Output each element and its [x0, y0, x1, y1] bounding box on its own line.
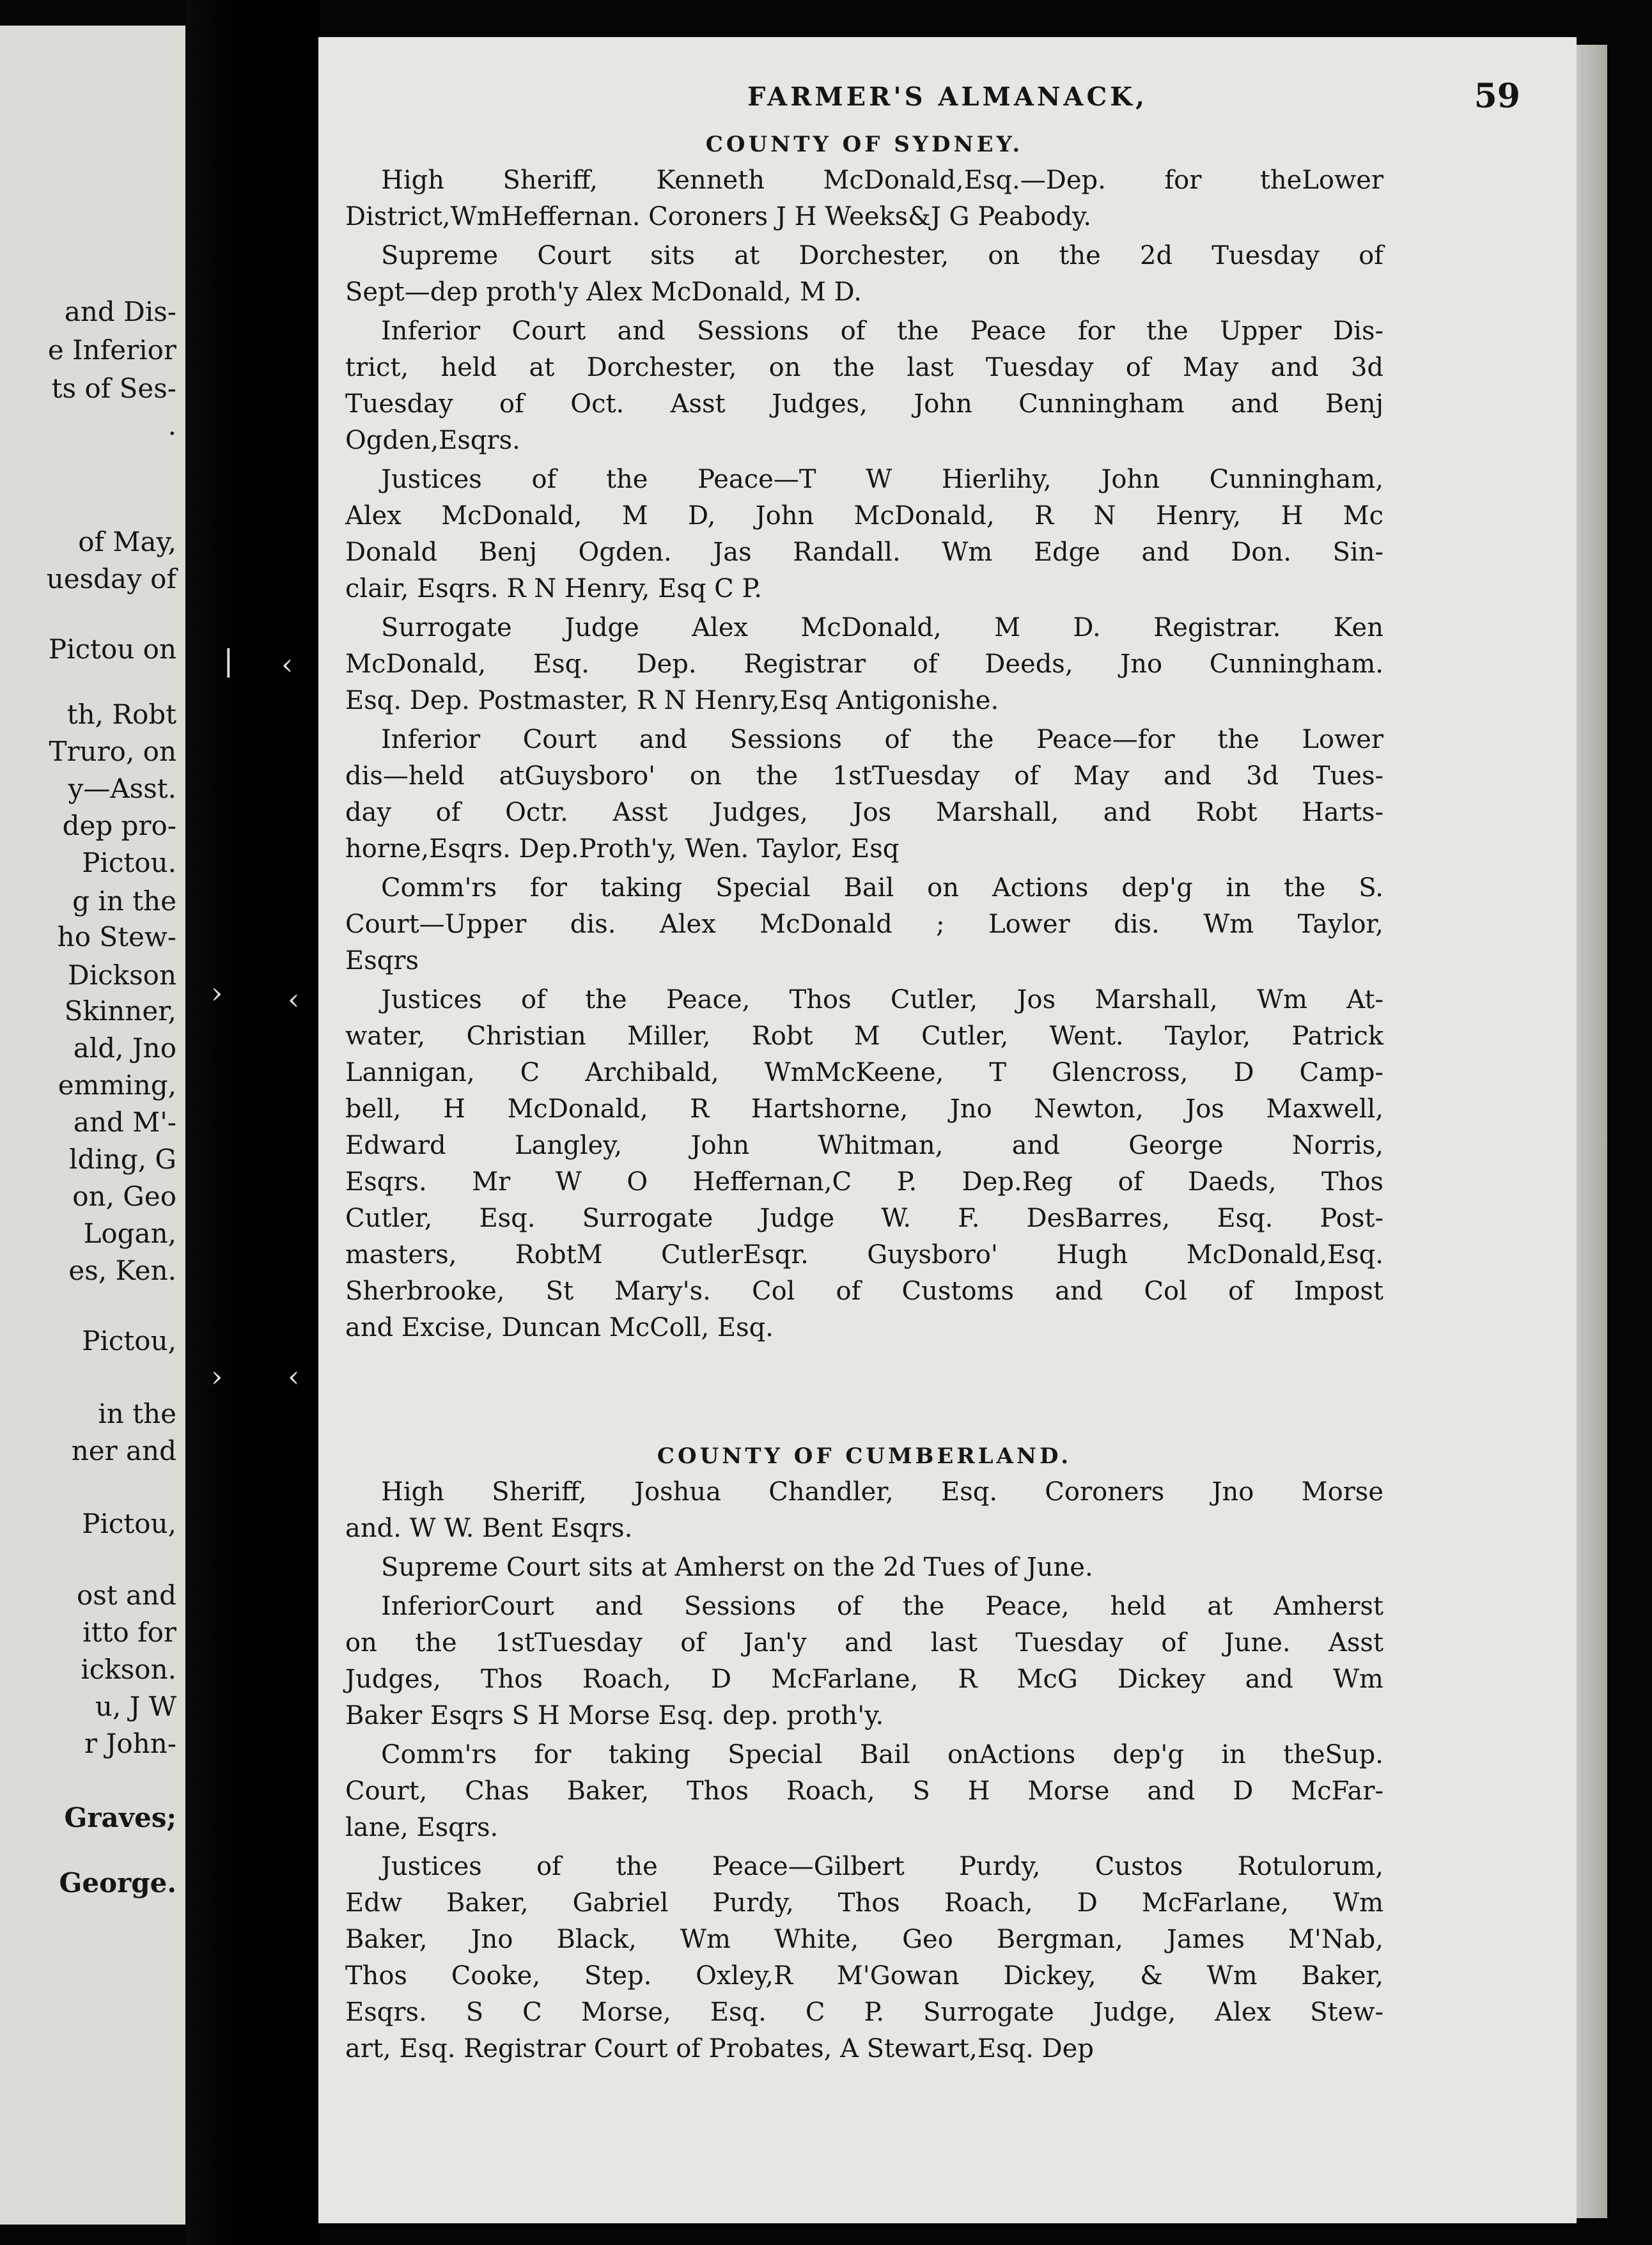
paragraph-line: McDonald, Esq. Dep. Registrar of Deeds, Jno Cunningham. — [345, 649, 1383, 679]
page-number: 59 — [1474, 77, 1520, 116]
left-page-line: dep pro- — [62, 810, 176, 841]
section-paragraph — [345, 162, 1383, 235]
left-page-line: Pictou, — [82, 1508, 176, 1539]
gutter-mark: ‹ — [281, 647, 293, 681]
section-paragraph — [345, 238, 1383, 311]
paragraph-line: Inferior Court and Sessions of the Peace—for the Lower — [381, 725, 1383, 754]
left-page-line: g in the — [72, 885, 176, 917]
paragraph-line: High Sheriff, Kenneth McDonald,Esq.—Dep. for theLower — [381, 166, 1383, 195]
left-page-line: of May, — [78, 526, 176, 557]
left-page-line: Truro, on — [49, 736, 176, 767]
left-page-line: in the — [98, 1398, 176, 1429]
paragraph-line: Baker Esqrs S H Morse Esq. dep. proth'y. — [345, 1701, 884, 1730]
left-page-line: e Inferior — [47, 334, 176, 366]
paragraph-line: art, Esq. Registrar Court of Probates, A Stewart,Esq. Dep — [345, 2034, 1094, 2063]
paragraph-line: Supreme Court sits at Dorchester, on the 2d Tuesday of — [381, 241, 1383, 270]
paragraph-line: Lannigan, C Archibald, WmMcKeene, T Glencross, D Camp- — [345, 1058, 1383, 1087]
paragraph-line: Cutler, Esq. Surrogate Judge W. F. DesBarres, Esq. Post- — [345, 1204, 1383, 1233]
gutter-mark: ‹ — [288, 1359, 300, 1394]
section-paragraph — [345, 1589, 1383, 1734]
left-page-line: ner and — [71, 1435, 176, 1466]
paragraph-line: Justices of the Peace—T W Hierlihy, John Cunningham, — [381, 465, 1383, 494]
section-paragraph — [345, 870, 1383, 979]
paragraph-line: trict, held at Dorchester, on the last Tuesday of May and 3d — [345, 353, 1383, 382]
left-page-line: th, Robt — [66, 699, 176, 730]
section-paragraph — [345, 1474, 1383, 1547]
left-page-line: lding, G — [69, 1144, 176, 1175]
paragraph-line: InferiorCourt and Sessions of the Peace, held at Amherst — [381, 1592, 1383, 1621]
left-page-line: Pictou, — [82, 1325, 176, 1356]
paragraph-line: Judges, Thos Roach, D McFarlane, R McG Dickey and Wm — [345, 1665, 1383, 1694]
paragraph-line: Court, Chas Baker, Thos Roach, S H Morse and D McFar- — [345, 1776, 1383, 1806]
paragraph-line: horne,Esqrs. Dep.Proth'y, Wen. Taylor, Esq — [345, 834, 900, 864]
section-paragraph — [345, 313, 1383, 459]
paragraph-line: Sherbrooke, St Mary's. Col of Customs and Col of Impost — [345, 1277, 1383, 1306]
section-heading: COUNTY OF CUMBERLAND. — [657, 1443, 1072, 1469]
gutter-mark: › — [211, 975, 223, 1010]
running-head: FARMER'S ALMANACK, — [747, 82, 1148, 112]
paragraph-line: Ogden,Esqrs. — [345, 426, 520, 455]
paragraph-line: Esqrs — [345, 946, 419, 975]
paragraph-line: Justices of the Peace, Thos Cutler, Jos Marshall, Wm At- — [381, 985, 1383, 1014]
left-page-line: r John- — [84, 1728, 176, 1759]
paragraph-line: Inferior Court and Sessions of the Peace for the Upper Dis- — [381, 316, 1383, 346]
paragraph-line: on the 1stTuesday of Jan'y and last Tuesday of June. Asst — [345, 1628, 1383, 1658]
paragraph-line: Tuesday of Oct. Asst Judges, John Cunningham and Benj — [345, 389, 1383, 419]
paragraph-line: High Sheriff, Joshua Chandler, Esq. Coroners Jno Morse — [381, 1477, 1383, 1507]
section-paragraph — [345, 722, 1383, 867]
left-page-line: Graves; — [64, 1802, 176, 1833]
section-paragraph — [345, 462, 1383, 607]
paragraph-line: Esq. Dep. Postmaster, R N Henry,Esq Antigonishe. — [345, 686, 999, 715]
page-gutter — [185, 0, 320, 2245]
almanac-page — [318, 37, 1577, 2223]
left-page-line: ost and — [76, 1580, 176, 1611]
paragraph-line: Donald Benj Ogden. Jas Randall. Wm Edge and Don. Sin- — [345, 538, 1383, 567]
gutter-mark: ‹ — [288, 982, 300, 1016]
paragraph-line: masters, RobtM CutlerEsqr. Guysboro' Hugh McDonald,Esq. — [345, 1240, 1383, 1270]
left-page-line: Pictou. — [82, 847, 176, 878]
paragraph-line: Surrogate Judge Alex McDonald, M D. Registrar. Ken — [381, 613, 1383, 642]
paragraph-line: clair, Esqrs. R N Henry, Esq C P. — [345, 574, 762, 603]
left-page-line: Pictou on — [48, 633, 176, 665]
paragraph-line: Alex McDonald, M D, John McDonald, R N Henry, H Mc — [345, 501, 1383, 531]
left-page-line: uesday of — [46, 563, 176, 594]
section-paragraph — [345, 1849, 1383, 2067]
paragraph-line: Esqrs. Mr W O Heffernan,C P. Dep.Reg of Daeds, Thos — [345, 1167, 1383, 1197]
paragraph-line: Edw Baker, Gabriel Purdy, Thos Roach, D McFarlane, Wm — [345, 1888, 1383, 1918]
paragraph-line: Court—Upper dis. Alex McDonald ; Lower dis. Wm Taylor, — [345, 910, 1383, 939]
section-paragraph — [345, 1550, 1383, 1586]
left-page-line: ho Stew- — [57, 921, 176, 952]
left-page-line: ald, Jno — [73, 1032, 176, 1064]
left-page-line: ts of Ses- — [51, 373, 176, 404]
section-paragraph — [345, 1737, 1383, 1846]
paragraph-line: Justices of the Peace—Gilbert Purdy, Custos Rotulorum, — [381, 1852, 1383, 1881]
paragraph-line: lane, Esqrs. — [345, 1813, 499, 1842]
paragraph-line: Comm'rs for taking Special Bail on Actions dep'g in the S. — [381, 873, 1383, 903]
paragraph-line: and Excise, Duncan McColl, Esq. — [345, 1313, 774, 1342]
section-paragraph — [345, 982, 1383, 1346]
county-section — [345, 1440, 1383, 2070]
section-heading: COUNTY OF SYDNEY. — [705, 132, 1024, 157]
paragraph-line: water, Christian Miller, Robt M Cutler, Went. Taylor, Patrick — [345, 1022, 1383, 1051]
left-page-line: itto for — [82, 1617, 176, 1648]
page-edge — [1577, 45, 1607, 2218]
left-page-line: y—Asst. — [68, 773, 176, 804]
paragraph-line: District,WmHeffernan. Coroners J H Weeks&J G Peabody. — [345, 202, 1092, 231]
paragraph-line: bell, H McDonald, R Hartshorne, Jno Newton, Jos Maxwell, — [345, 1094, 1383, 1124]
gutter-mark: › — [211, 1359, 223, 1394]
paragraph-line: Supreme Court sits at Amherst on the 2d Tues of June. — [381, 1553, 1093, 1582]
paragraph-line: dis—held atGuysboro' on the 1stTuesday of May and 3d Tues- — [345, 761, 1383, 791]
left-page-fragment — [0, 26, 185, 2225]
county-section — [345, 128, 1383, 1349]
left-page-line: ickson. — [81, 1654, 176, 1685]
left-page-line: u, J W — [95, 1691, 176, 1722]
paragraph-line: Esqrs. S C Morse, Esq. C P. Surrogate Judge, Alex Stew- — [345, 1998, 1383, 2027]
left-page-line: Dickson — [68, 959, 176, 991]
left-page-line: emming, — [58, 1069, 176, 1101]
gutter-mark: ❘ — [216, 643, 241, 678]
left-page-line: and M'- — [73, 1107, 176, 1138]
section-paragraph — [345, 610, 1383, 719]
left-page-line: and Dis- — [64, 296, 176, 327]
left-page-line: Logan, — [83, 1218, 176, 1249]
left-page-line: es, Ken. — [68, 1255, 176, 1286]
left-page-line: Skinner, — [64, 995, 176, 1027]
paragraph-line: Sept—dep proth'y Alex McDonald, M D. — [345, 277, 862, 307]
paragraph-line: Comm'rs for taking Special Bail onActions dep'g in theSup. — [381, 1740, 1383, 1769]
paragraph-line: Edward Langley, John Whitman, and George Norris, — [345, 1131, 1383, 1160]
paragraph-line: and. W W. Bent Esqrs. — [345, 1514, 633, 1543]
paragraph-line: day of Octr. Asst Judges, Jos Marshall, and Robt Harts- — [345, 798, 1383, 827]
paragraph-line: Thos Cooke, Step. Oxley,R M'Gowan Dickey, & Wm Baker, — [345, 1961, 1383, 1991]
left-page-line: . — [168, 410, 176, 441]
left-page-line: on, Geo — [72, 1181, 176, 1212]
paragraph-line: Baker, Jno Black, Wm White, Geo Bergman, James M'Nab, — [345, 1925, 1383, 1954]
left-page-line: George. — [59, 1867, 176, 1899]
